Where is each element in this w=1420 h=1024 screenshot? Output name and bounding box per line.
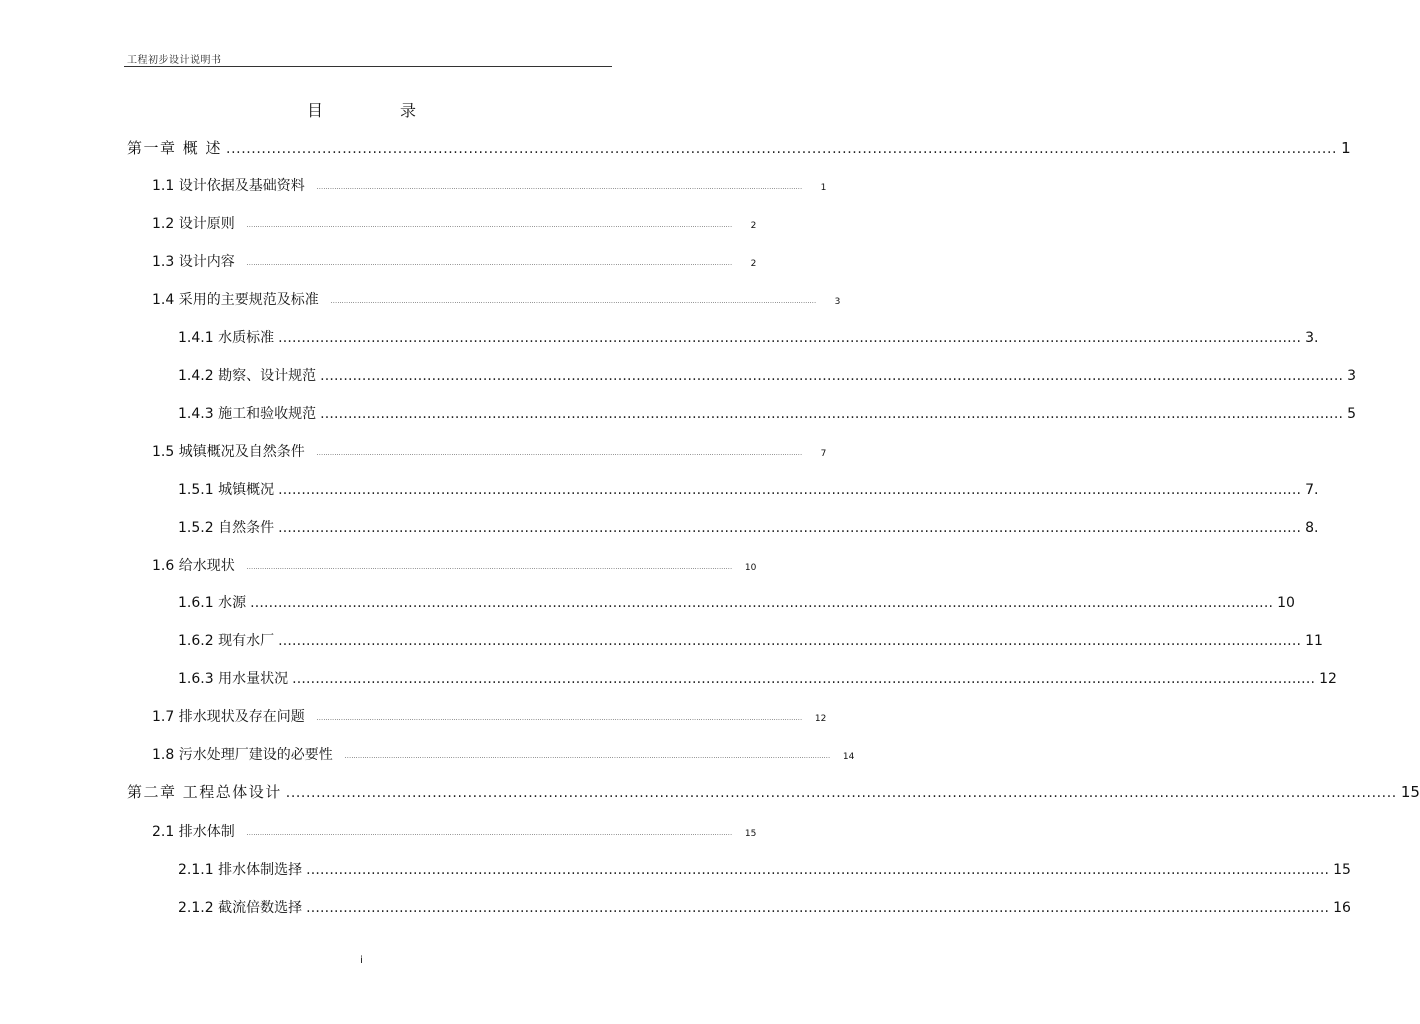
dot-leader: ............................................................................................................................................................................................................................ — [306, 862, 1330, 878]
toc-entry-section[interactable] — [152, 289, 841, 309]
running-header: 工程初步设计说明书 — [127, 55, 222, 66]
dot-leader: ............................................................................................................................................................................................................................ — [285, 785, 1397, 801]
toc-entry-subsection[interactable] — [178, 897, 1351, 917]
toc-entry-chapter-1[interactable] — [127, 137, 1351, 158]
toc-entry-subsection[interactable] — [178, 668, 1337, 688]
toc-entry-section[interactable] — [152, 175, 827, 195]
toc-entry-page: 15 — [1400, 783, 1420, 801]
toc-entry-label: 1.5 城镇概况及自然条件 — [152, 444, 305, 460]
toc-entry-label: 2.1.2 截流倍数选择 — [178, 900, 303, 916]
toc-entry-label: 1.5.1 城镇概况 — [178, 482, 275, 498]
toc-entry-label: 1.4 采用的主要规范及标准 — [152, 292, 319, 308]
toc-entry-section[interactable] — [152, 744, 855, 764]
page-number: i — [360, 955, 363, 966]
dot-leader: ............................................................................................................................................................................................................................ — [316, 184, 803, 191]
toc-entry-label: 1.4.3 施工和验收规范 — [178, 406, 317, 422]
toc-entry-label: 1.8 污水处理厂建设的必要性 — [152, 747, 333, 763]
toc-entry-page: 5 — [1347, 406, 1357, 422]
dot-leader: ............................................................................................................................................................................................................................ — [344, 753, 831, 760]
toc-entry-subsection[interactable] — [178, 403, 1357, 423]
toc-entry-page: 8. — [1305, 520, 1319, 536]
toc-entry-page: 11 — [1305, 633, 1323, 649]
toc-entry-label: 2.1.1 排水体制选择 — [178, 862, 303, 878]
toc-entry-page: 2 — [750, 221, 757, 231]
toc-entry-page: 14 — [842, 752, 855, 762]
toc-entry-label: 第一章 概 述 — [127, 139, 223, 157]
toc-entry-page: 3 — [834, 297, 841, 307]
toc-entry-label: 1.3 设计内容 — [152, 254, 235, 270]
toc-entry-label: 1.6.2 现有水厂 — [178, 633, 275, 649]
toc-entry-subsection[interactable] — [178, 517, 1319, 537]
dot-leader: ............................................................................................................................................................................................................................ — [292, 671, 1316, 687]
toc-entry-page: 15 — [744, 829, 757, 839]
toc-entry-label: 1.6.3 用水量状况 — [178, 671, 289, 687]
dot-leader: ............................................................................................................................................................................................................................ — [226, 141, 1338, 157]
dot-leader: ............................................................................................................................................................................................................................ — [246, 564, 733, 571]
toc-entry-page: 3. — [1305, 330, 1319, 346]
toc-entry-page: 12 — [1319, 671, 1337, 687]
toc-entry-subsection[interactable] — [178, 859, 1351, 879]
toc-entry-section[interactable] — [152, 251, 757, 271]
dot-leader: ............................................................................................................................................................................................................................ — [330, 298, 817, 305]
dot-leader: ............................................................................................................................................................................................................................ — [246, 260, 733, 267]
toc-entry-section[interactable] — [152, 706, 827, 726]
toc-entry-page: 1 — [820, 183, 827, 193]
toc-entry-page: 15 — [1333, 862, 1351, 878]
toc-entry-subsection[interactable] — [178, 365, 1357, 385]
toc-entry-label: 1.2 设计原则 — [152, 216, 235, 232]
toc-entry-section[interactable] — [152, 821, 757, 841]
dot-leader: ............................................................................................................................................................................................................................ — [246, 222, 733, 229]
toc-entry-page: 16 — [1333, 900, 1351, 916]
dot-leader: ............................................................................................................................................................................................................................ — [250, 595, 1274, 611]
toc-entry-page: 7 — [820, 449, 827, 459]
header-rule — [124, 66, 612, 67]
toc-entry-label: 1.6 给水现状 — [152, 558, 235, 574]
toc-entry-label: 1.4.1 水质标准 — [178, 330, 275, 346]
dot-leader: ............................................................................................................................................................................................................................ — [316, 715, 803, 722]
toc-entry-subsection[interactable] — [178, 327, 1319, 347]
dot-leader: ............................................................................................................................................................................................................................ — [246, 830, 733, 837]
toc-entry-section[interactable] — [152, 213, 757, 233]
toc-entry-label: 1.5.2 自然条件 — [178, 520, 275, 536]
dot-leader: ............................................................................................................................................................................................................................ — [278, 482, 1302, 498]
toc-entry-page: 10 — [1277, 595, 1295, 611]
toc-entry-subsection[interactable] — [178, 592, 1295, 612]
toc-entry-subsection[interactable] — [178, 630, 1323, 650]
toc-entry-page: 2 — [750, 259, 757, 269]
toc-entry-chapter-2[interactable] — [127, 781, 1420, 802]
toc-entry-label: 2.1 排水体制 — [152, 824, 235, 840]
toc-entry-page: 12 — [814, 714, 827, 724]
dot-leader: ............................................................................................................................................................................................................................ — [278, 633, 1302, 649]
dot-leader: ............................................................................................................................................................................................................................ — [320, 368, 1344, 384]
toc-entry-page: 7. — [1305, 482, 1319, 498]
toc-entry-page: 1 — [1341, 139, 1351, 157]
toc-entry-page: 10 — [744, 563, 757, 573]
toc-entry-page: 3 — [1347, 368, 1357, 384]
toc-entry-section[interactable] — [152, 441, 827, 461]
toc-entry-label: 1.1 设计依据及基础资料 — [152, 178, 305, 194]
dot-leader: ............................................................................................................................................................................................................................ — [316, 450, 803, 457]
toc-title: 目 录 — [306, 101, 453, 120]
dot-leader: ............................................................................................................................................................................................................................ — [278, 330, 1302, 346]
toc-entry-label: 1.7 排水现状及存在问题 — [152, 709, 305, 725]
dot-leader: ............................................................................................................................................................................................................................ — [278, 520, 1302, 536]
dot-leader: ............................................................................................................................................................................................................................ — [306, 900, 1330, 916]
toc-entry-label: 第二章 工程总体设计 — [127, 783, 282, 801]
toc-entry-label: 1.4.2 勘察、设计规范 — [178, 368, 317, 384]
toc-entry-label: 1.6.1 水源 — [178, 595, 247, 611]
dot-leader: ............................................................................................................................................................................................................................ — [320, 406, 1344, 422]
toc-entry-section[interactable] — [152, 555, 757, 575]
toc-entry-subsection[interactable] — [178, 479, 1319, 499]
